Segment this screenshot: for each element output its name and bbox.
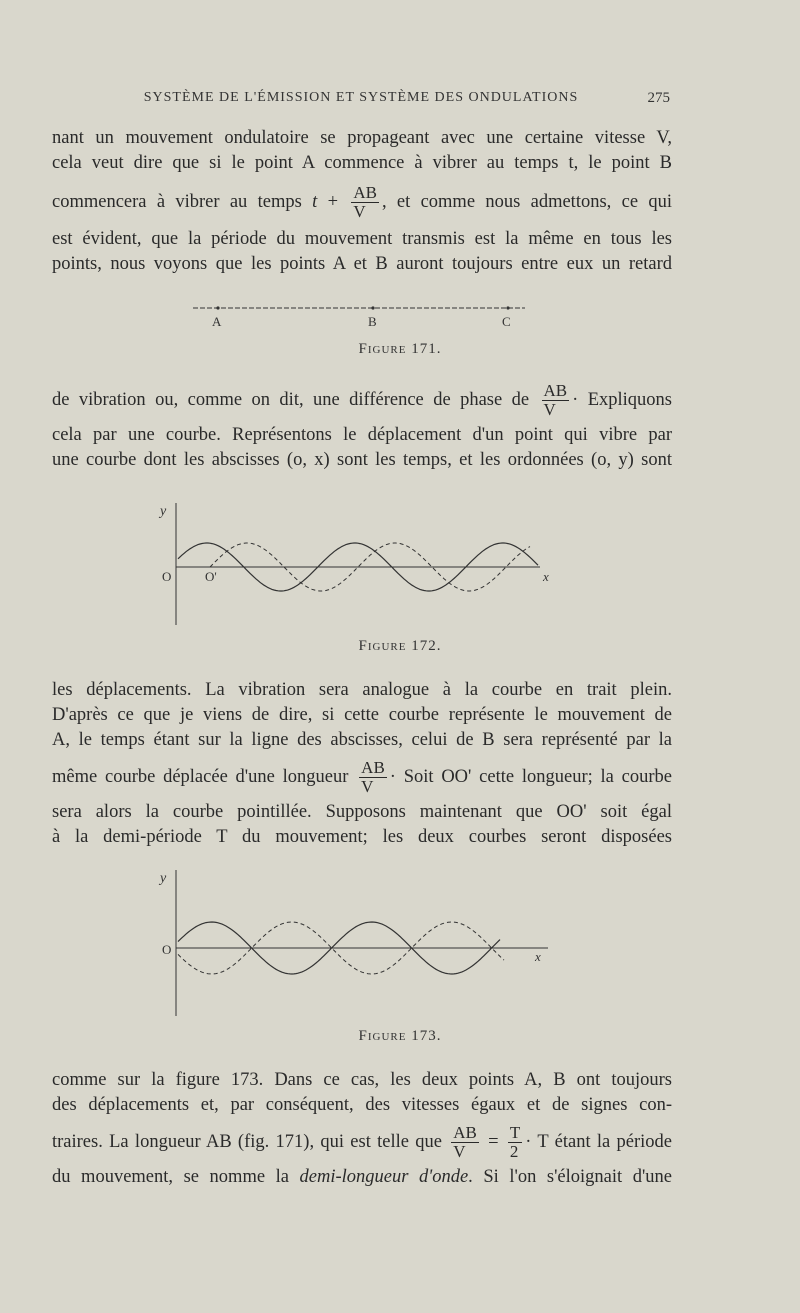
point-b xyxy=(371,306,374,309)
running-title: SYSTÈME DE L'ÉMISSION ET SYSTÈME DES ONDULATIONS xyxy=(143,90,579,105)
text-line: sera alors la courbe pointillée. Supposons maintenant que OO' soit égal xyxy=(52,802,672,822)
text-line: à la demi-période T du mouvement; les deux courbes seront disposées xyxy=(52,827,672,847)
fraction-denominator: 2 xyxy=(509,1142,519,1161)
shifted-origin-label: O' xyxy=(205,569,217,584)
text-line: comme sur la figure 173. Dans ce cas, les deux points A, B ont toujours xyxy=(52,1070,672,1090)
fraction-ab-over-v xyxy=(359,759,387,796)
origin-label: O xyxy=(162,569,172,584)
fraction-ab-over-v xyxy=(451,1124,479,1161)
fraction-denominator: V xyxy=(543,400,556,419)
figure-173 xyxy=(0,866,800,1021)
figure-172-caption: Figure 172. xyxy=(358,638,442,654)
text-fragment: du mouvement, se nomme la xyxy=(52,1167,300,1187)
point-c xyxy=(506,306,509,309)
fraction-denominator: V xyxy=(453,1142,466,1161)
text-line: D'après ce que je viens de dire, si cette courbe représente le mouvement de xyxy=(52,705,672,725)
y-axis-label: y xyxy=(160,871,167,886)
text-line: A, le temps étant sur la ligne des abscisses, celui de B sera représenté par la xyxy=(52,730,672,750)
fraction-denominator: V xyxy=(361,777,374,796)
text-fragment: . Si l'on s'éloignait d'une xyxy=(468,1167,672,1187)
text-fragment: traires. La longueur AB (fig. 171), qui est telle que xyxy=(52,1131,449,1152)
text-fragment: · Expliquons xyxy=(572,389,672,410)
x-axis-label: x xyxy=(535,949,541,964)
emphasized-term: demi-longueur d'onde xyxy=(299,1167,469,1187)
x-axis-label: x xyxy=(543,569,549,584)
text-line: une courbe dont les abscisses (o, x) sont les temps, et les ordonnées (o, y) sont xyxy=(52,450,672,470)
fraction-numerator: AB xyxy=(353,183,377,202)
figure-171 xyxy=(0,296,800,332)
fraction-t-over-2 xyxy=(508,1124,522,1161)
text-line: est évident, que la période du mouvement transmis est la même en tous les xyxy=(52,229,672,249)
text-line-with-formula xyxy=(52,184,672,221)
point-a xyxy=(216,306,219,309)
text-line xyxy=(52,1165,672,1190)
label-c: C xyxy=(502,314,511,329)
text-line: cela par une courbe. Représentons le déplacement d'un point qui vibre par xyxy=(52,425,672,445)
paragraph-4 xyxy=(52,1068,672,1190)
label-b: B xyxy=(368,314,377,329)
variable-t: t xyxy=(312,191,318,212)
text-fragment: · Soit OO' cette longueur; la courbe xyxy=(389,766,672,787)
text-line: des déplacements et, par conséquent, des vitesses égaux et de signes con- xyxy=(52,1095,672,1115)
fraction-ab-over-v xyxy=(542,382,570,419)
fraction-denominator: V xyxy=(353,202,366,221)
text-line: nant un mouvement ondulatoire se propageant avec une certaine vitesse V, xyxy=(52,128,672,148)
text-fragment: commencera à vibrer au temps xyxy=(52,191,313,212)
plus-sign: + xyxy=(317,191,349,212)
text-line: points, nous voyons que les points A et B auront toujours entre eux un retard xyxy=(52,254,672,274)
figure-173-caption: Figure 173. xyxy=(358,1028,442,1044)
paragraph-1 xyxy=(52,126,672,277)
text-line: les déplacements. La vibration sera analogue à la courbe en trait plein. xyxy=(52,680,672,700)
equals-sign: = xyxy=(481,1131,505,1152)
fraction-numerator: AB xyxy=(543,381,568,400)
text-line: cela veut dire que si le point A commence à vibrer au temps t, le point B xyxy=(52,153,672,173)
y-axis-label: y xyxy=(160,504,167,519)
label-a: A xyxy=(212,314,222,329)
text-line-with-formula xyxy=(52,382,672,419)
fraction-numerator: AB xyxy=(361,758,385,777)
paragraph-3 xyxy=(52,678,672,850)
text-fragment: même courbe déplacée d'une longueur xyxy=(52,766,357,787)
figure-171-caption: Figure 171. xyxy=(358,341,442,357)
page-number: 275 xyxy=(647,90,670,106)
text-fragment: , et comme nous admettons, ce qui xyxy=(381,191,672,212)
text-line-with-formula xyxy=(52,1124,672,1161)
text-fragment: de vibration ou, comme on dit, une différence de phase de xyxy=(52,389,539,410)
text-fragment: · T étant la période xyxy=(525,1131,673,1152)
fraction-numerator: AB xyxy=(453,1123,477,1142)
paragraph-2 xyxy=(52,382,672,473)
text-line-with-formula xyxy=(52,759,672,796)
fraction-ab-over-v xyxy=(351,184,379,221)
origin-label: O xyxy=(162,942,172,957)
figure-172 xyxy=(0,495,800,630)
fraction-numerator: T xyxy=(509,1123,521,1142)
